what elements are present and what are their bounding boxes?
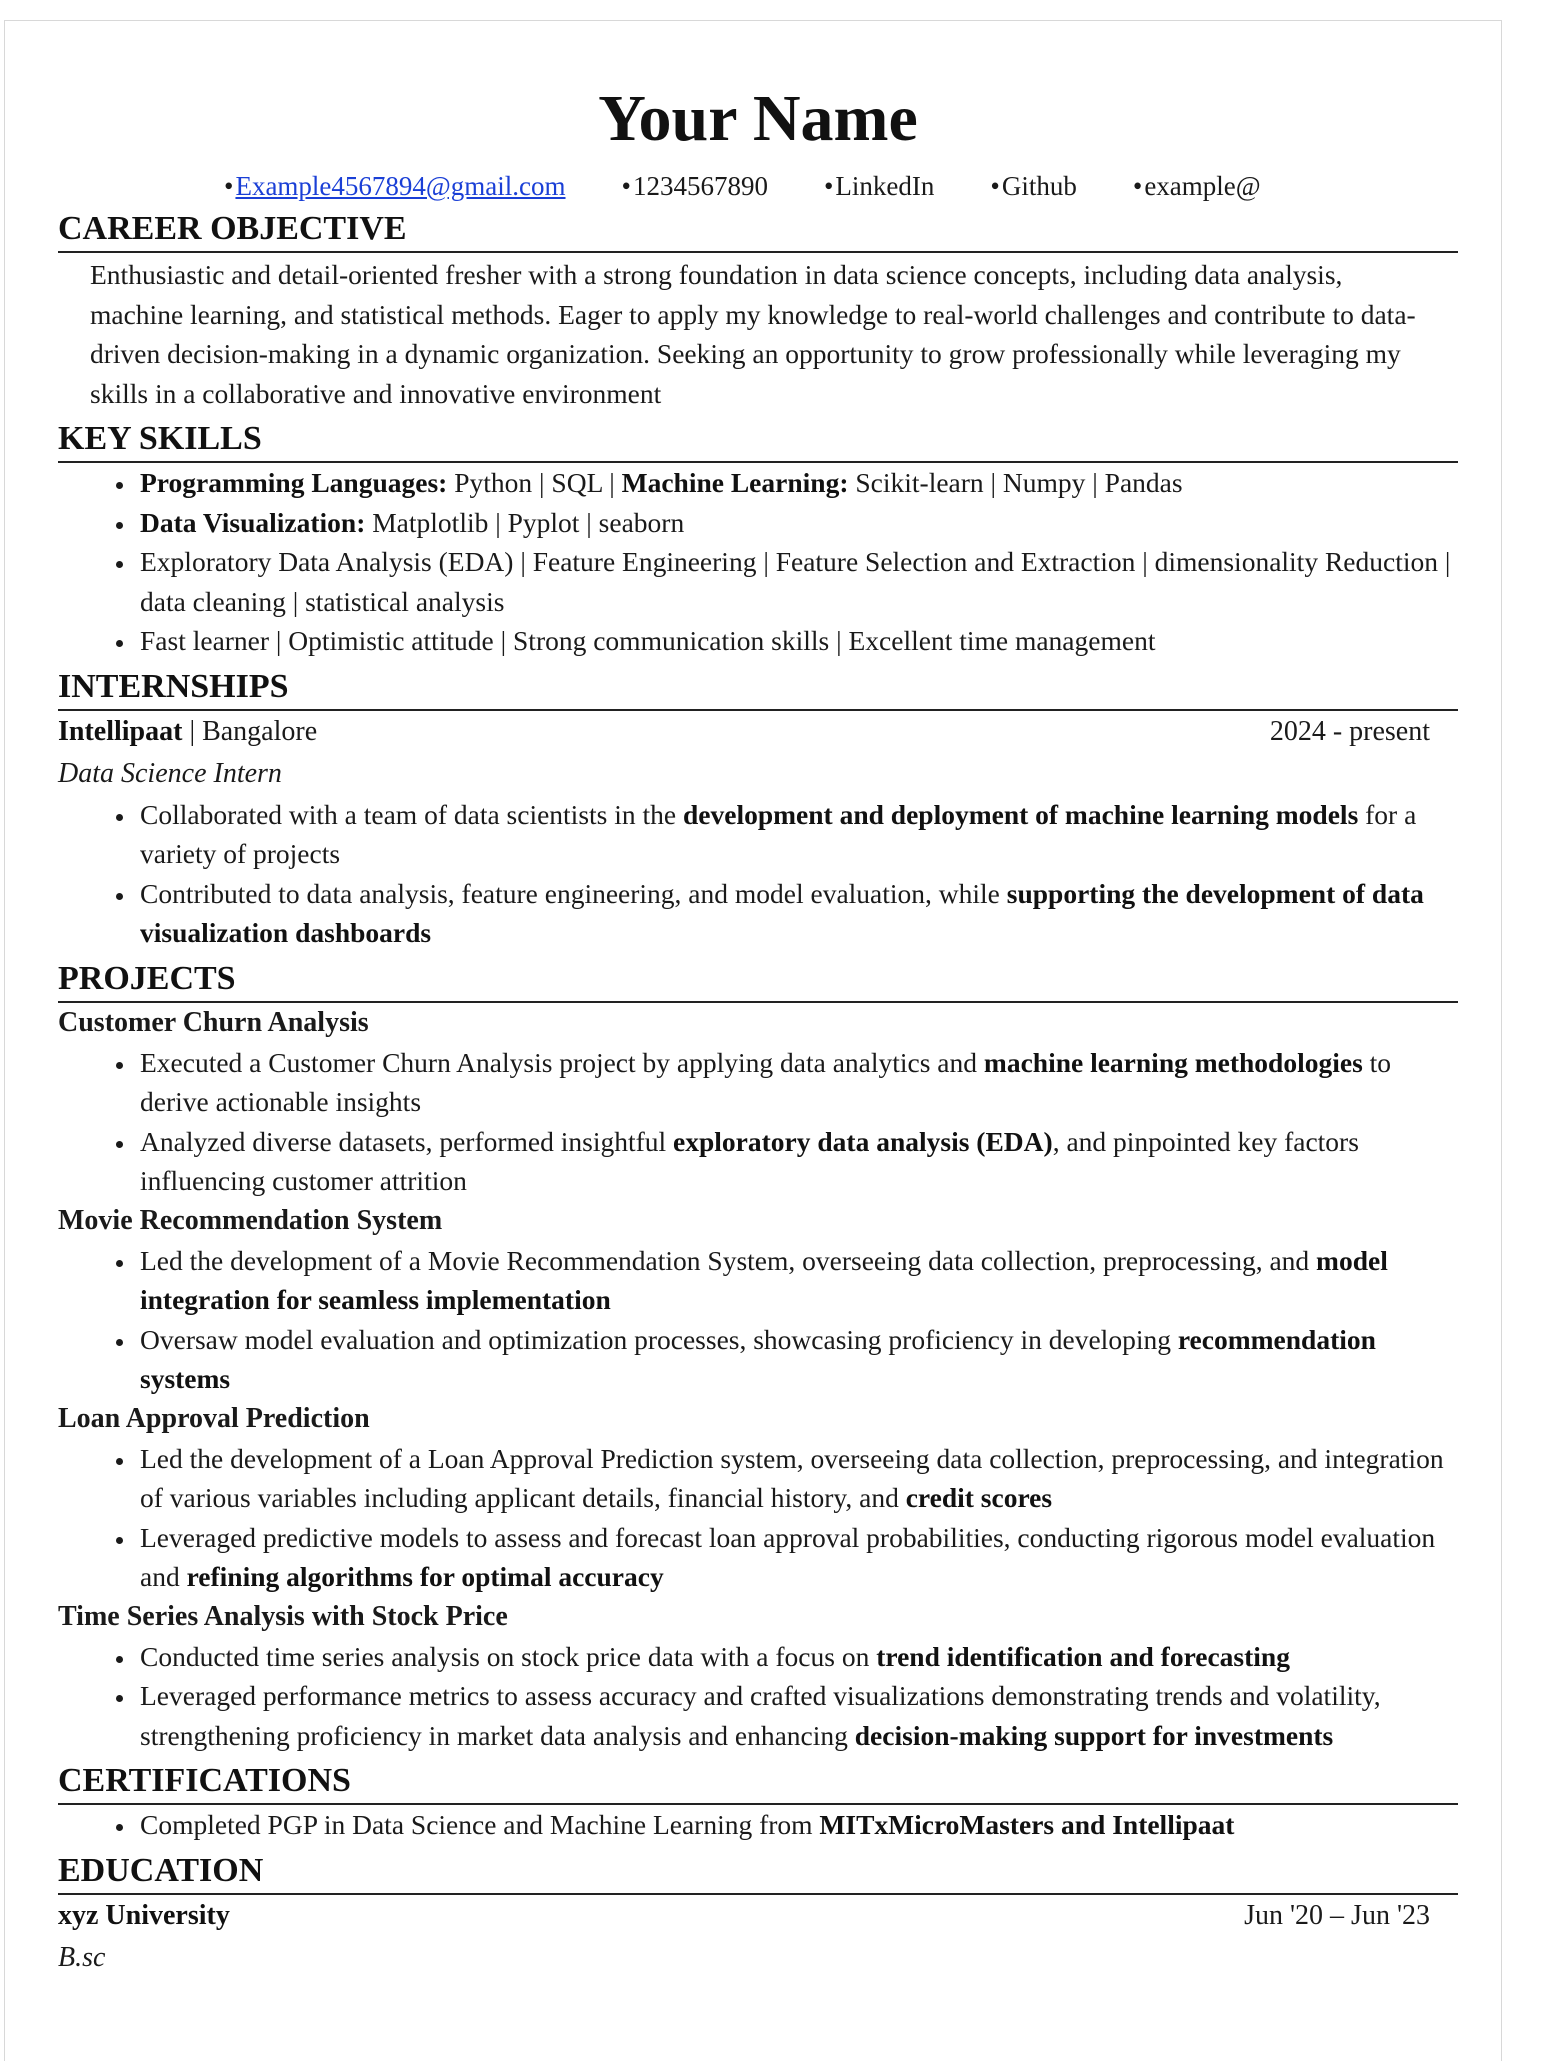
resume-page [4, 20, 1502, 2061]
project-title: Loan Approval Prediction [58, 1402, 370, 1434]
education-header [58, 1895, 1458, 1937]
internships-heading: INTERNSHIPS [58, 667, 1458, 711]
project-title: Time Series Analysis with Stock Price [58, 1600, 508, 1632]
resume-document [58, 79, 1458, 1979]
internship-bullets [58, 795, 1458, 953]
skill-item: • Programming Languages: Python | SQL | Machine Learning: Scikit-learn | Numpy | Pandas [136, 463, 1458, 503]
education-dates: Jun '20 – Jun '23 [1244, 1899, 1430, 1931]
certifications-list [58, 1805, 1458, 1845]
skills-list [58, 463, 1458, 661]
project-bullet: • Oversaw model evaluation and optimization processes, showcasing proficiency in developing recommendation systems [136, 1320, 1458, 1399]
education-heading: EDUCATION [58, 1851, 1458, 1895]
internship-location: Bangalore [202, 715, 318, 747]
project-bullet: • Analyzed diverse datasets, performed insightful exploratory data analysis (EDA), and pinpointed key factors influencing customer attrition [136, 1122, 1458, 1201]
skill-item: • Fast learner | Optimistic attitude | Strong communication skills | Excellent time management [136, 621, 1458, 661]
project-bullet: • Leveraged performance metrics to assess accuracy and crafted visualizations demonstrating trends and volatility, strengthening proficiency in market data analysis and enhancing decision-making support for investments [136, 1676, 1458, 1755]
certifications-heading: CERTIFICATIONS [58, 1761, 1458, 1805]
project-title: Customer Churn Analysis [58, 1006, 369, 1038]
internship-role: Data Science Intern [58, 757, 282, 789]
project-bullet: • Leveraged predictive models to assess and forecast loan approval probabilities, conducting rigorous model evaluation and refining algorithms for optimal accuracy [136, 1518, 1458, 1597]
project-bullet: • Led the development of a Movie Recommendation System, overseeing data collection, preprocessing, and model integration for seamless implementation [136, 1241, 1458, 1320]
project-bullet: • Executed a Customer Churn Analysis project by applying data analytics and machine learning methodologies to derive actionable insights [136, 1043, 1458, 1122]
internship-dates: 2024 - present [1269, 715, 1430, 747]
internship-company: Intellipaat [58, 715, 183, 747]
contact-bar [58, 169, 1458, 203]
project-bullet: • Conducted time series analysis on stock price data with a focus on trend identification and forecasting [136, 1637, 1458, 1677]
objective-text: Enthusiastic and detail-oriented fresher with a strong foundation in data science concepts, including data analysis, machine learning, and statistical methods. Eager to apply my knowledge to real-world challenges and contribute to data-driven decision-making in a dynamic organization. Seeking an opportunity to grow professionally while leveraging my skills in a collaborative and innovative environment [90, 259, 1416, 409]
email-link[interactable]: Example4567894@gmail.com [235, 171, 566, 201]
skill-item: • Data Visualization: Matplotlib | Pyplot | seaborn [136, 503, 1458, 543]
skill-item: • Exploratory Data Analysis (EDA) | Feature Engineering | Feature Selection and Extraction | dimensionality Reduction | data cleaning | statistical analysis [136, 542, 1458, 621]
project-title: Movie Recommendation System [58, 1204, 443, 1236]
certification-item: • Completed PGP in Data Science and Machine Learning from MITxMicroMasters and Intellipaat [136, 1805, 1458, 1845]
project-bullets [58, 1637, 1458, 1756]
project-bullets [58, 1043, 1458, 1201]
projects-heading: PROJECTS [58, 959, 1458, 1003]
project-bullet: • Led the development of a Loan Approval Prediction system, overseeing data collection, preprocessing, and integration of various variables including applicant details, financial history, and credit scores [136, 1439, 1458, 1518]
skills-heading: KEY SKILLS [58, 419, 1458, 463]
internship-bullet: • Contributed to data analysis, feature engineering, and model evaluation, while supporting the development of data visualization dashboards [136, 874, 1458, 953]
education-school: xyz University [58, 1899, 230, 1931]
contact-github[interactable]: •Github [990, 171, 1077, 201]
objective-heading: CAREER OBJECTIVE [58, 209, 1458, 253]
contact-other: •example@ [1132, 171, 1261, 201]
project-bullets [58, 1241, 1458, 1399]
education-degree: B.sc [58, 1941, 106, 1973]
internship-header: Intellipaat | Bangalore 2024 - present [58, 711, 1458, 753]
contact-email[interactable]: •Example4567894@gmail.com [224, 171, 566, 201]
project-bullets [58, 1439, 1458, 1597]
internship-bullet: • Collaborated with a team of data scientists in the development and deployment of machine learning models for a variety of projects [136, 795, 1458, 874]
resume-name: Your Name [598, 82, 918, 155]
contact-linkedin[interactable]: •LinkedIn [823, 171, 935, 201]
contact-phone: •1234567890 [621, 171, 768, 201]
